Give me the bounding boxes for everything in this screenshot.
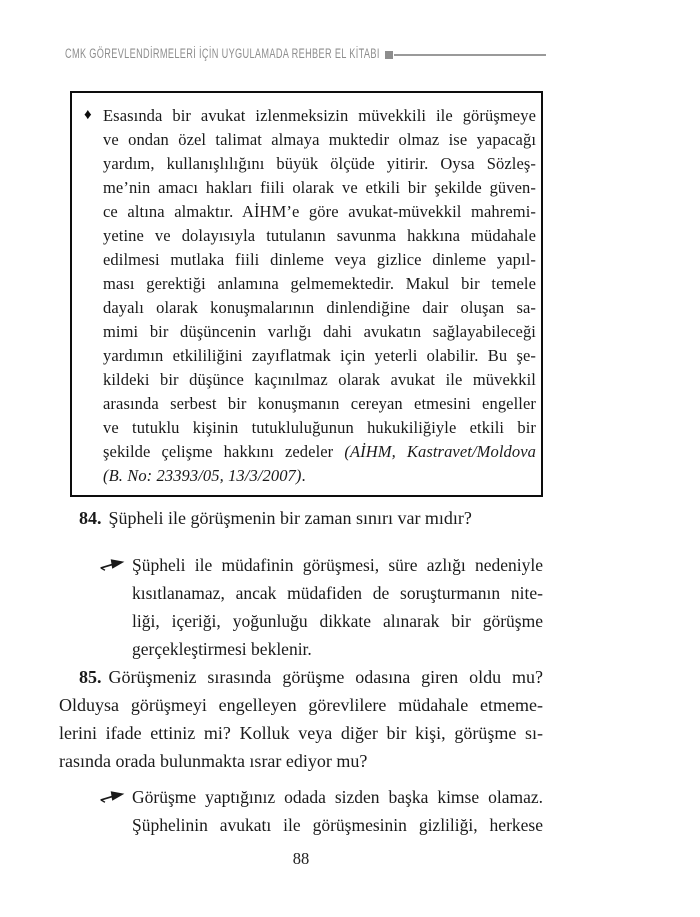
text-line: Şüpheli ile müdafinin görüşmesi, süre azlığı nedeniyle	[132, 555, 543, 575]
answer-text	[132, 551, 543, 663]
question-84	[59, 504, 543, 532]
text-line: mimi bir düşüncenin varlığı dahi avukatın sağlayabileceği	[103, 322, 536, 341]
text-line: ve tutuklu kişinin tutukluluğunun hukukiliğiyle etkili bir	[103, 418, 536, 437]
square-marker-icon	[385, 51, 393, 59]
arrow-bullet-icon	[99, 787, 127, 811]
text-line: ve ondan özel talimat almaya muktedir olmaz ise yapacağı	[103, 130, 536, 149]
text-line: ması gerektiği anlamına gelmemektedir. Makul bir temele	[103, 274, 536, 293]
citation-reference: (B. No: 23393/05, 13/3/2007)	[103, 466, 302, 485]
text-line: arasında serbest bir konuşmanın cereyan etmesini engeller	[103, 394, 536, 413]
text-line: liği, içeriği, yoğunluğu dikkate alınarak bir görüşme	[132, 611, 543, 631]
quote-closing-normal: şekilde çelişme hakkını zedeler	[103, 442, 334, 461]
text-line: rasında orada bulunmakta ısrar ediyor mu?	[59, 751, 368, 771]
arrow-bullet-icon	[99, 555, 127, 579]
question-text: Şüpheli ile görüşmenin bir zaman sınırı var mıdır?	[108, 508, 472, 528]
diamond-icon: ♦	[84, 107, 92, 123]
question-line	[59, 663, 543, 691]
text-line: Şüphelinin avukatı ile görüşmesinin gizliliği, herkese	[132, 815, 543, 835]
text-line: me’nin amacı hakları fiili olarak ve etkili bir şekilde güven-	[103, 178, 536, 197]
citation-period: .	[301, 466, 306, 485]
citation-source: (AİHM, Kastravet/Moldova	[344, 442, 536, 461]
text-line: dayalı olarak konuşmalarının dinlendiğine dair oluşan sa-	[103, 298, 536, 317]
answer-84	[59, 551, 543, 663]
text-line: ce altına almaktır. AİHM’e göre avukat-müvekkil mahremi-	[103, 202, 536, 221]
header-rule-divider	[394, 54, 546, 56]
text-line: yetine ve dolayısıyla tutulanın savunma hakkına müdahale	[103, 226, 536, 245]
text-line: kısıtlanamaz, ancak müdafiden de soruşturmanın nite-	[132, 583, 543, 603]
text-line: gerçekleştirmesi beklenir.	[132, 639, 312, 659]
question-number: 85.	[79, 667, 102, 687]
text-line: Esasında bir avukat izlenmeksizin müvekkili ile görüşmeye	[103, 106, 536, 125]
question-85	[59, 663, 543, 775]
page-number: 88	[292, 849, 310, 868]
text-line: kildeki bir düşünce kaçınılmaz olarak avukat ile müvekkil	[103, 370, 536, 389]
quote-citation-line	[103, 464, 536, 488]
text-line: edilmesi mutlaka fiili dinleme veya gizlice dinleme yapıl-	[103, 250, 536, 269]
text-line: Olduysa görüşmeyi engelleyen görevlilere müdahale etmeme-	[59, 695, 543, 715]
quote-text	[103, 104, 536, 488]
question-line	[59, 504, 543, 532]
quote-box	[70, 91, 543, 497]
question-number: 84.	[79, 508, 102, 528]
question-continuation	[59, 691, 543, 775]
quote-closing-line	[103, 440, 536, 464]
text-line: yardımın etkililiğini zayıflatmak için yeterli olabilir. Bu şe-	[103, 346, 536, 365]
answer-text	[132, 783, 543, 839]
text-line: Görüşme yaptığınız odada sizden başka kimse olamaz.	[132, 787, 543, 807]
text-line: yardım, kullanışlılığını büyük ölçüde yitirir. Oysa Sözleş-	[103, 154, 536, 173]
page-header-title: CMK GÖREVLENDİRMELERİ İÇİN UYGULAMADA REHBER EL KİTABI	[65, 46, 380, 61]
question-text: Görüşmeniz sırasında görüşme odasına giren oldu mu?	[108, 667, 543, 687]
text-line: lerini ifade ettiniz mi? Kolluk veya diğer bir kişi, görüşme sı-	[59, 723, 543, 743]
quote-lines	[103, 104, 536, 440]
answer-85	[59, 783, 543, 839]
